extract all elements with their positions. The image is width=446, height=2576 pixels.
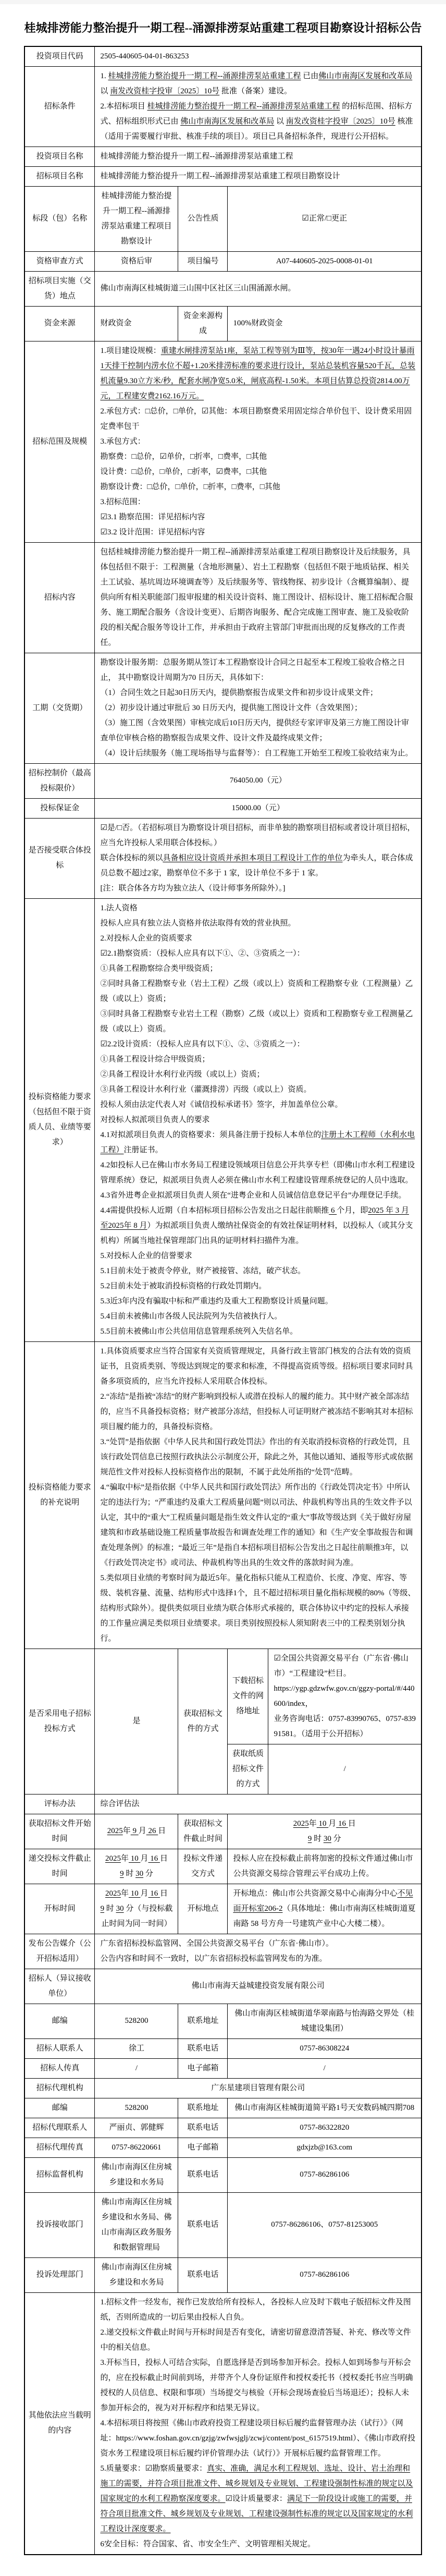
cell-label-2: 获取招标文件截止时间 (178, 1814, 228, 1849)
row-section-name (24, 186, 422, 251)
row-qualification-review (24, 251, 422, 271)
postcode-value: 528200 (95, 2098, 178, 2118)
cell-value: 桂城排涝能力整治提升一期工程--涌源排涝泵站重建工程项目勘察设计 (95, 186, 178, 251)
cell-label: 招标项目实施（交货）地点 (24, 271, 95, 306)
cell-value: 广东省招标投标监管网、全国公共资源交易平台（广东省·佛山市）。 公告内容和时间不一致时，以广东省招标投标监管网发布的为准。 (95, 1934, 422, 1969)
cell-label: 投诉处理部门 (24, 2257, 95, 2292)
contact-phone-value: 0757-86286106 (228, 2257, 422, 2292)
download-url-label: 下载招标文件的网络地址 (228, 1649, 268, 1744)
cell-value: 勘察设计服务期：总服务期从签订本工程勘察设计合同之日起至本工程竣工验收合格之日止， 其中勘察设计周期为70 日历天，具体如下： （1）合同生效之日起30日历天内，提供勘察报告成果文件和初步设计成果文件； （2）初步设计通过审批后 30 日历天内，提供施工图设计文件（含效果图）； （3）施工图（含效果图）审核完成后10日历天内，提供经专家评审及第三方施工图设计审查单位审核合格的勘察报告成果文件、设计文件及最终成果文件； （4）设计后续服务（施工现场指导与监督等）：自工程施工开始至工程竣工验收结束为止。 (95, 653, 422, 763)
fund-composition-value: 100%财政资金 (228, 306, 422, 341)
fax-value: / (95, 2058, 178, 2078)
row-bid-opening (24, 1884, 422, 1934)
cell-value: 1.项目建设规模：重建水闸排涝泵站1座，泵站工程等别为Ⅲ等，按30年一遇24小时设计暴雨1天排干控制内涝水位不超+1.20米排涝标准的要求进行设计，泵站总装机容量520千瓦，总装机流量9.30立方米/秒，配套水闸净宽5.0米，闸底高程-1.50米。本项目估算总投资2814.00万元，工程建安费2162.16万元。 2.承包方式：□总价，□单价，☑其他：本项目勘察费采用固定综合单价包干、设计费采用固定费率包干 3.承包方式： 勘察费：□总价，☑单价，□折率，□费率，□其他 设计费：□总价，□单价，□折率，☑费率，□其他 勘察设计费：□总价，□单价，□折率，□费率，□其他 3.招标范围： ☑3.1 勘察范围：详见招标内容 ☑3.2 设计范围：详见招标内容 (95, 341, 422, 542)
opening-place-value: 开标地点：佛山市公共资源交易中心南海分中心不见面开标室206-2（具体地址：佛山市南海区桂城街道夏南路 58 号方舟一号建筑产业中心大楼二楼）。 (228, 1884, 422, 1934)
cell-value: 佛山市南海区桂城街道三山围中区社区三山围涌源水闸。 (95, 271, 422, 306)
cell-label: 是否采用电子招标投标方式 (24, 1649, 95, 1794)
page-top-strip (0, 0, 446, 4)
cell-label: 发布公告媒介（公开招标适用） (24, 1934, 95, 1969)
cell-label: 招标项目名称 (24, 166, 95, 186)
cell-label: 投标保证金 (24, 798, 95, 818)
cell-label: 投诉接收部门 (24, 2192, 95, 2257)
cell-value: 1. 桂城排涝能力整治提升一期工程--涌源排涝泵站重建工程 已由佛山市南海区发展和改革局 以 南发改资桂字投审〔2025〕10号 批准（备案）建设。 2.本招标项目 桂城排涝能力整治提升一期工程--涌源排涝泵站重建工程 的招标范围、招标方式、招标组织形式已由 佛山市南海区发展和改革局 以 南发改资桂字投审〔2025〕10号 核准（适用于需要履行审批、核准手续的项目）。项目已具备招标条件，现进行公开招标。 (95, 66, 422, 146)
cell-value: 15000.00（元） (95, 798, 422, 818)
cell-label: 是否接受联合体投标 (24, 818, 95, 898)
cell-label: 招标代理联系人 (24, 2118, 95, 2138)
cell-value: 综合评估法 (95, 1794, 422, 1814)
row-tenderer-fax (24, 2058, 422, 2078)
submit-method-value: 投标人应在投标截止前将加密的投标文件通过佛山市公共资源交易综合管理云平台成功上传。 (228, 1849, 422, 1884)
electronic-bidding-value: 是 (95, 1649, 178, 1794)
row-duration (24, 653, 422, 763)
cell-label: 投资项目代码 (24, 46, 95, 67)
announcement-nature-value: ☑正常/□更正 (228, 186, 422, 251)
cell-label: 邮编 (24, 2098, 95, 2118)
row-other-content (24, 2292, 422, 2555)
contact-phone-value: 0757-86286106、0757-81253005 (228, 2192, 422, 2257)
cell-label-2: 项目编号 (178, 251, 228, 271)
cell-label-2: 联系地址 (178, 2098, 228, 2118)
doc-deadline-value: 2025年 10 月 16 日 9 时 30 分 (228, 1814, 422, 1849)
row-complaint-handling (24, 2257, 422, 2292)
cell-value: 包括桂城排涝能力整治提升一期工程--涌源排涝泵站重建工程项目勘察设计及后续服务，具体包括但不限于：工程测量（含地形测量）、岩土工程勘察（包括但不限于地质钻探、相关土工试验、基坑周边环境调查等）及后续服务等、管线物探、初步设计（含概算编制）、提供向所有相关职能部门报审报建的相关设计资料、施工图设计、招标设计、施工招标配合服务、施工期配合服务（含设计变更）、后期咨询服务、配合完成施工图审查、施工及验收阶段的相关配合服务等设计工作，并承担由于政府主管部门审批而出现的反复修改的工作责任。 (95, 542, 422, 653)
contact-phone-value: 0757-86322820 (228, 2118, 422, 2138)
email-value: gdxjzb@163.com (228, 2138, 422, 2157)
fax-value: 0757-86220661 (95, 2138, 178, 2157)
cell-label-2: 联系地址 (178, 2004, 228, 2038)
paper-doc-value: / (268, 1744, 422, 1794)
cell-label-2: 电子邮箱 (178, 2138, 228, 2157)
cell-value: 财政资金 (95, 306, 178, 341)
cell-label: 投资项目名称 (24, 146, 95, 166)
cell-label-2: 联系电话 (178, 2157, 228, 2192)
row-agency-postcode (24, 2098, 422, 2118)
row-tender-project-name (24, 166, 422, 186)
opening-time-value: 2025年 10 月 16 日 9 时 30 分（与投标截止时间为同一时间） (95, 1884, 178, 1934)
row-submit-deadline (24, 1849, 422, 1884)
cell-value: 1.招标文件一经发布，视作已发放给所有投标人，各投标人应及时下载电子版招标文件及图纸，否则所造成的一切后果由投标人自负。 2.递交投标文件截止时间与开标时间是否有变化，请密切留意澄清答疑、补充、修改等文件中的相关信息。 3.开标当日，投标人可结合实际，自愿选择是否到场参加开标会。投标人如到场参与开标会的，应在投标截止时间前到场，并带齐个人身份证原件和授权委托书（授权委托书应当明确授权的人员信息、权限和事项）当场提交与核验（开标会现场查验后当场退还）；投标人未参加开标会的，视为对开标程序和结果无异议。 4.本招标项目将按照《佛山市政府投资工程建设项目标后履约监督管理办法（试行）》（网址：https://www.foshan.gov.cn/gzjg/zwfwsjglj/zcwj/content/post_6157519.html）、《佛山市政府投资水务工程建设项目标后履约评价管理办法（试行）》开展标后履约监督管理工作。 5.质量要求：☑勘察质量要求：真实、准确，满足水利工程规划、选址、设计、岩土治理和施工的需要，并符合项目批准文件、城乡规划及专业规划、工程建设强制性标准的规定以及国家规定的水利工程勘察深度要求。☑设计质量要求：满足下一阶段设计或施工的需要，并符合项目批准文件、城乡规划及专业规划、工程建设强制性标准的规定以及国家规定的水利工程设计深度要求。 6安全目标：符合国家、省、市安全生产、文明管理相关规定。 (95, 2292, 422, 2555)
cell-value: 桂城排涝能力整治提升一期工程--涌源排涝泵站重建工程 (95, 146, 422, 166)
cell-label: 其他依法应当载明的内容 (24, 2292, 95, 2555)
cell-value: 1.法人资格 投标人应具有独立法人资格并依法取得有效的营业执照。 2.对投标人企业的资质要求 ☑2.1勘察资质：（投标人应具有以下①、②、③资质之一）： ①具备工程勘察综合类甲级资质； ②同时具备工程勘察专业（岩土工程）乙级（或以上）资质和工程勘察专业（工程测量）乙级（或以上）资质； ③同时具备工程勘察专业岩土工程（勘察）乙级（或以上）资质和工程勘察专业工程测量乙级（或以上）资质。 ☑2.2设计资质：（投标人应具有以下①、②、③资质之一）： ①具备工程设计综合甲级资质； ②具备工程设计水利行业丙级（或以上）资质； ③具备工程设计水利行业（灌溉排涝）丙级（或以上）资质。 投标人须由法定代表人对《诚信投标承诺书》签字，并加盖单位公章。 对投标人拟派项目负责人的要求 4.1对拟派项目负责人的资格要求：须具备注册于投标人本单位的注册土木工程师（水利水电工程）注册证书。 4.2如投标人已在佛山市水务局工程建设领域项目信息公开共享专栏（即佛山市水利工程建设管理系统）登记，拟派项目负责人必须在佛山市水利工程建设管理系统登记的人员中选取。 4.3省外进粤企业拟派项目负责人须在“进粤企业和人员诚信信息登记平台”办理登记手续。 4.4需提供投标人近期（自本招标项目招标公告发出之日起往前顺推 6 个月，即2025 年 3 月至2025年 8 月）为拟派项目负责人缴纳社保资金的有效社保证明材料，以投标人（或其分支机构）所属当地社保管理部门出具的证明材料扫描件为准。 5.对投标人企业的信誉要求 5.1目前未处于被责令停业，财产被接管、冻结，破产状态。 5.2目前未处于被取消投标资格的行政处罚期内。 5.3近3年内没有骗取中标和严重违约及重大工程勘察设计质量问题。 5.4目前未被佛山市各级人民法院列为失信被执行人。 5.5目前未被佛山市公共信用信息管理系统列入失信名单。 (95, 898, 422, 1341)
cell-value: 资格后审 (95, 251, 178, 271)
cell-label: 投标资格能力要求的补充说明 (24, 1341, 95, 1649)
cell-value: 佛山市南海天益城建投资发展有限公司 (95, 1969, 422, 2004)
row-scope-scale (24, 341, 422, 542)
cell-value: 764050.00（元） (95, 763, 422, 798)
row-fund-source (24, 306, 422, 341)
row-investment-code (24, 46, 422, 67)
cell-value: 广东星建项目管理有限公司 (95, 2078, 422, 2098)
cell-label: 招标人传真 (24, 2058, 95, 2078)
cell-label: 邮编 (24, 2004, 95, 2038)
supervisor-value: 佛山市南海区住房城乡建设和水务局 (95, 2157, 178, 2192)
complaint-handle-value: 佛山市南海区住房城乡建设和水务局 (95, 2257, 178, 2292)
cell-label: 工期（交货期） (24, 653, 95, 763)
contact-person-value: 徐工 (95, 2038, 178, 2058)
cell-label: 招标人（异议接收单位） (24, 1969, 95, 2004)
cell-label: 标段（包）名称 (24, 186, 95, 251)
cell-label: 招标范围及规模 (24, 341, 95, 542)
row-supervisor (24, 2157, 422, 2192)
cell-label-2: 联系电话 (178, 2038, 228, 2058)
row-tenderer-contact (24, 2038, 422, 2058)
cell-value: 1.具体资质要求应当符合国家有关资质管理规定，具备行政主管部门核发的合法有效的资质证书，且资质类别、等级达到规定的要求和标准，不得提高资质等级。招标项目要求同时具备多项资质的，应当允许投标人采用联合体投标。 2.“冻结”是指被“冻结”的财产影响到投标人或潜在投标人的履约能力。其中财产被全部冻结的，应当不具备投标资格；财产被部分冻结，但投标人可证明财产被冻结不影响其对本招标项目履约能力的，具备投标资格。 3.“处罚”是指依据《中华人民共和国行政处罚法》作出的有关取消投标资格的行政处罚，且该行政处罚信息已按照行政执法公示制度公开，除此之外，其他以通知、通报等形式或依据规范性文件对投标人投标资格作出的限制，不属于此处所指的“处罚”范畴。 4.“骗取中标”是指依据《中华人民共和国行政处罚法》所作出的《行政处罚决定书》中所认定的违法行为；“严重违约及重大工程质量问题”则以司法、仲裁机构等出具的生效文件予以认定，其中的“重大”工程质量问题是指生效文件认定的“重大”事故等级达到《关于做好房屋建筑和市政基础设施工程质量事故报告和调查处理工作的通知》和《生产安全事故报告和调查处理条例》的标准；“最近三年”是指自本招标项目招标公告发出之日起往前顺推3年，以《行政处罚决定书》或司法、仲裁机构等出具的生效文件的落款时间为准。 5.类似项目业绩的考察时间为最近5年。量化指标只能从工程造价、长度、净宽、库容、等级、装机容量、流量、结构形式中选择1个，且不超过招标项目量化指标规模的80%（等级、结构形式除外）。提供类似项目业绩为联合体形式承接的，联合体协议中约定的投标人承接的工作量应满足类似项目业绩要求。项目类别按照投标人须知附表三中的工程类别划分执行。 (95, 1341, 422, 1649)
row-evaluation-method (24, 1794, 422, 1814)
announcement-page (0, 20, 446, 2576)
cell-label: 招标代理传真 (24, 2138, 95, 2157)
row-bid-deposit (24, 798, 422, 818)
cell-label: 资格审查方式 (24, 251, 95, 271)
cell-label-2: 联系电话 (178, 2192, 228, 2257)
complaint-recv-value: 佛山市南海区住房城乡建设和水务局、佛山市南海区政务服务和数据管理局 (95, 2192, 178, 2257)
cell-label: 招标监督机构 (24, 2157, 95, 2192)
cell-label: 招标人联系人 (24, 2038, 95, 2058)
cell-label: 开标时间 (24, 1884, 95, 1934)
cell-label: 获取招标文件开始时间 (24, 1814, 95, 1849)
row-complaint-receiving (24, 2192, 422, 2257)
row-agency-fax (24, 2138, 422, 2157)
contact-address-value: 佛山市南海区桂城街道华翠南路与怡海路交界处（桂城建设集团） (228, 2004, 422, 2038)
row-tender-conditions (24, 66, 422, 146)
contact-phone-value: 0757-86308224 (228, 2038, 422, 2058)
cell-label: 招标条件 (24, 66, 95, 146)
cell-label: 投标资格能力要求（包括但不限于资质人员、业绩等要求） (24, 898, 95, 1341)
cell-label-2: 联系电话 (178, 2257, 228, 2292)
cell-label: 招标内容 (24, 542, 95, 653)
download-url-value: ☑全国公共资源交易平台（广东省·佛山市）“工程建设”栏目。 https://ygp.gdzwfw.gov.cn/ggzy-portal/#/440600/index， 业务咨询电话：0757-83990765、0757-83991581。（适用于公开招标） (268, 1649, 422, 1744)
cell-label-2: 投标文件递交方式 (178, 1849, 228, 1884)
cell-label: 招标代理机构 (24, 2078, 95, 2098)
row-doc-obtain-time (24, 1814, 422, 1849)
row-agency-contact (24, 2118, 422, 2138)
row-announcement-media (24, 1934, 422, 1969)
row-capability-notes (24, 1341, 422, 1649)
row-agency (24, 2078, 422, 2098)
contact-person-value: 严丽贞、郭健辉 (95, 2118, 178, 2138)
cell-label: 资金来源 (24, 306, 95, 341)
cell-label: 递交投标文件截止时间 (24, 1849, 95, 1884)
cell-label-2: 资金来源构成 (178, 306, 228, 341)
submit-deadline-value: 2025年 10 月 16 日 9 时 30 分 (95, 1849, 178, 1884)
cell-value: 桂城排涝能力整治提升一期工程--涌源排涝泵站重建工程项目勘察设计 (95, 166, 422, 186)
row-capability-requirements (24, 898, 422, 1341)
row-consortium (24, 818, 422, 898)
cell-label-2: 电子邮箱 (178, 2058, 228, 2078)
contact-phone-value: 0757-86286106 (228, 2157, 422, 2192)
cell-value: ☑是/□否。（若招标项目为勘察设计项目招标，而非单独的勘察项目招标或者设计项目招标，应当允许投标人采用联合体投标。） 联合体投标的须以具备相应设计资质并承担本项目工程设计工作的单位为牵头人，联合体成员总数不超过2家，勘察单位不多于 1 家，设计单位不多于 1 家。 [注：联合体各方均为独立法人（设计师事务所除外）。] (95, 818, 422, 898)
paper-doc-label: 获取纸质招标文件的方式 (228, 1744, 268, 1794)
row-electronic-bidding (24, 1649, 422, 1744)
row-tenderer (24, 1969, 422, 2004)
cell-label-2: 开标地点 (178, 1884, 228, 1934)
row-tender-content (24, 542, 422, 653)
contact-address-value: 佛山市南海区桂城街道简平路1号天安数码城四期708 (228, 2098, 422, 2118)
row-delivery-location (24, 271, 422, 306)
project-number-value: A07-440605-2025-0008-01-01 (228, 251, 422, 271)
doc-start-time-value: 2025年 9 月 26 日 (95, 1814, 178, 1849)
cell-label-2: 联系电话 (178, 2118, 228, 2138)
postcode-value: 528200 (95, 2004, 178, 2038)
row-price-ceiling (24, 763, 422, 798)
email-value: / (228, 2058, 422, 2078)
announcement-table (24, 46, 422, 2555)
page-title: 桂城排涝能力整治提升一期工程--涌源排涝泵站重建工程项目勘察设计招标公告 (24, 21, 422, 34)
cell-label: 招标控制价（最高投标限价） (24, 763, 95, 798)
doc-obtain-method-label: 获取招标文件的方式 (178, 1649, 228, 1794)
cell-label: 评标办法 (24, 1794, 95, 1814)
cell-value: 2505-440605-04-01-863253 (95, 46, 422, 67)
cell-label-2: 公告性质 (178, 186, 228, 251)
row-investment-name (24, 146, 422, 166)
row-tenderer-postcode (24, 2004, 422, 2038)
